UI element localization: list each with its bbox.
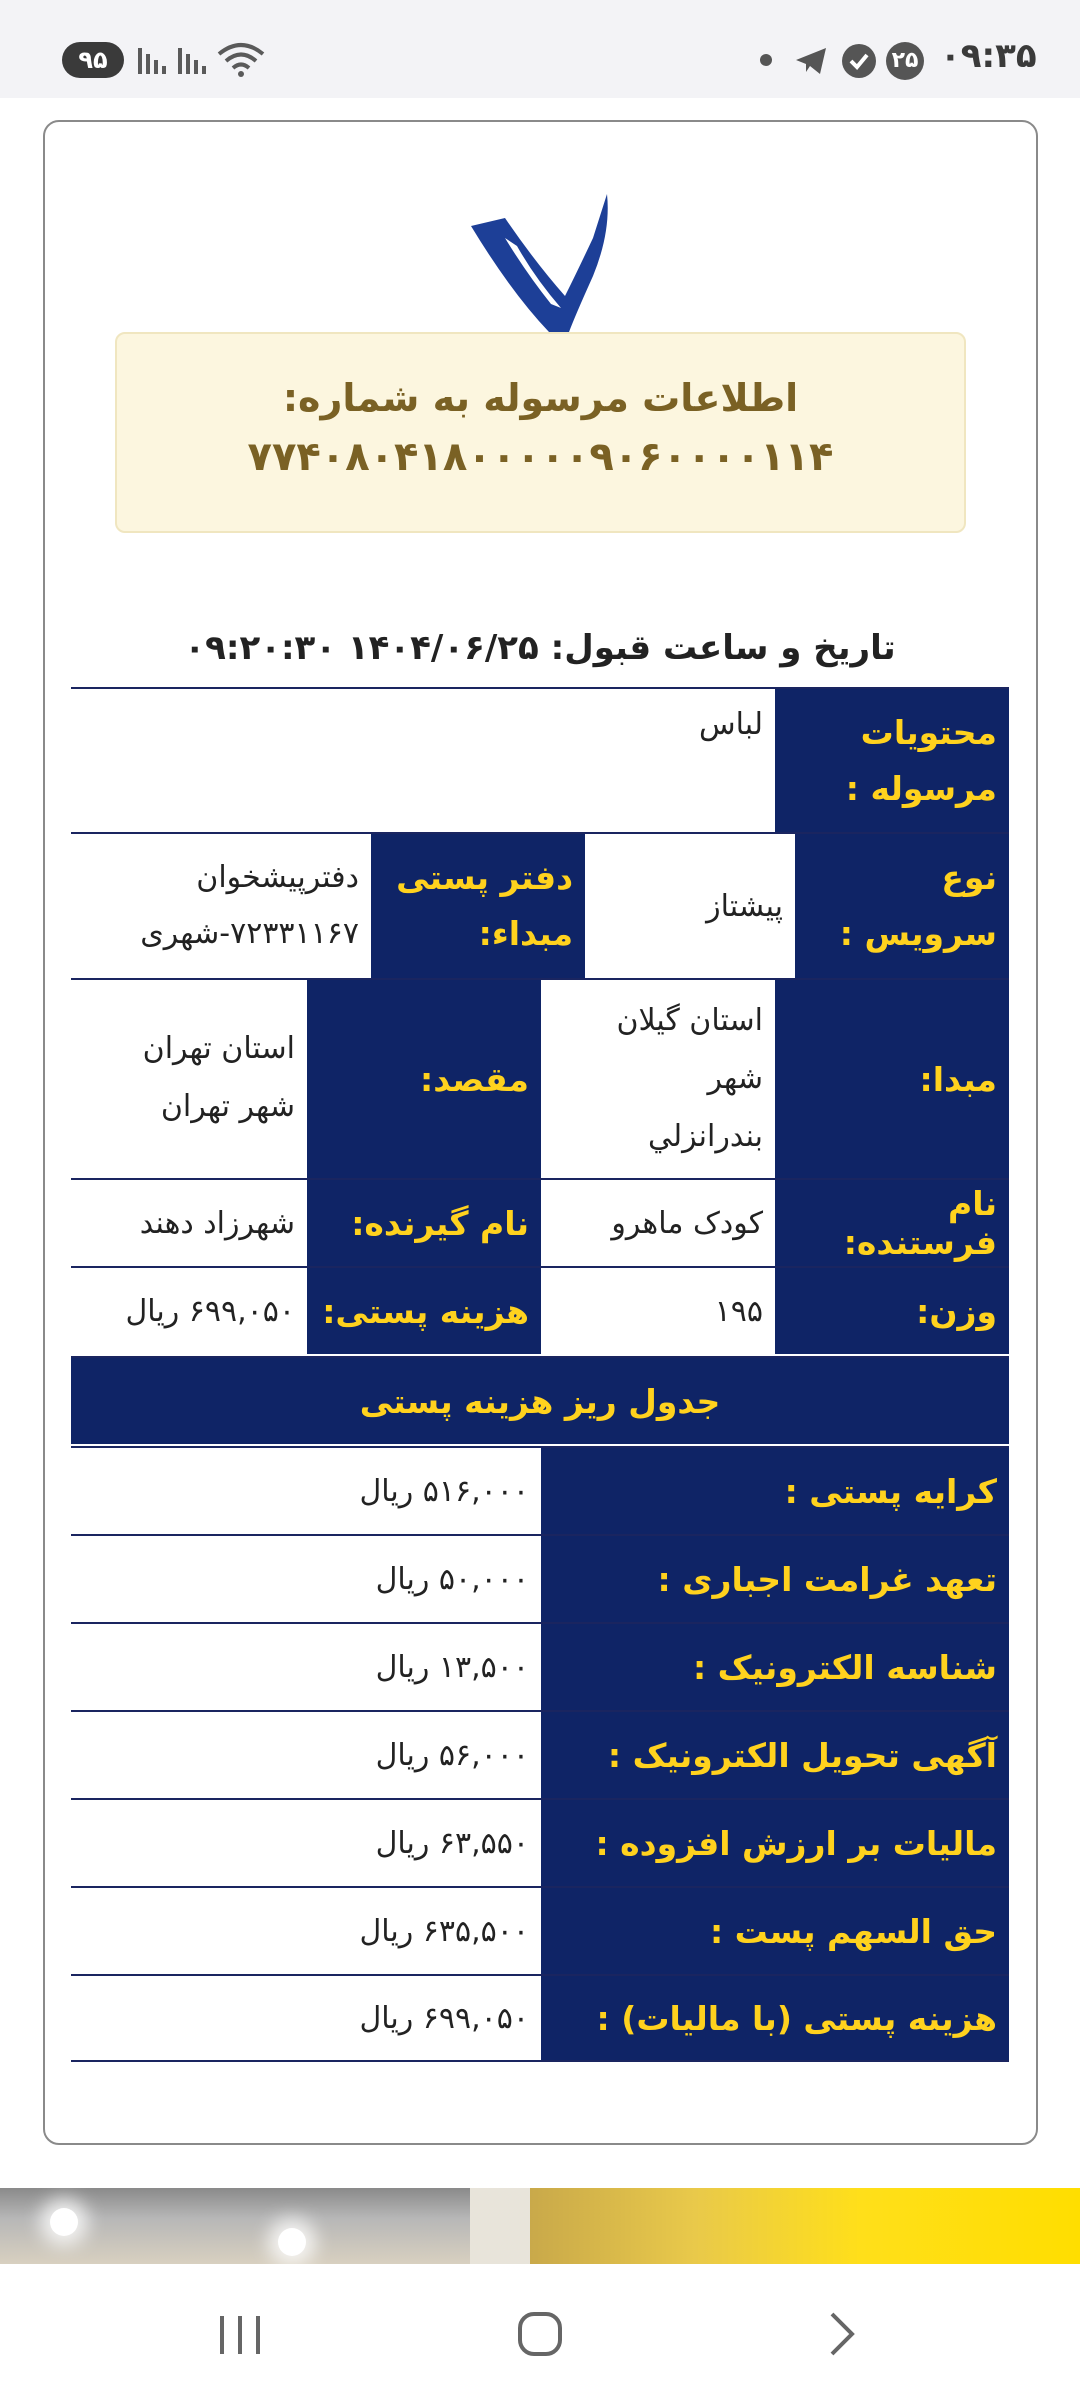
table-row [71, 1886, 1009, 1974]
cost-value: ۶۳۵,۵۰۰ ریال [71, 1888, 541, 1974]
accept-datetime: تاریخ و ساعت قبول: ۱۴۰۴/۰۶/۲۵ ۰۹:۲۰:۳۰ [184, 628, 896, 668]
service-value: پیشتاز [585, 834, 795, 978]
signal-icon [138, 44, 166, 74]
origin-value [541, 980, 775, 1178]
sender-label: نام فرستنده: [775, 1180, 1009, 1266]
sender-value: کودک ماهرو [541, 1180, 775, 1266]
wifi-icon [216, 40, 266, 80]
notification-count-badge: ۲۵ [886, 42, 924, 80]
ceiling-light [278, 2228, 306, 2256]
notification-dot-icon [760, 54, 772, 66]
origin-city: بندرانزلي [647, 1119, 763, 1154]
home-icon[interactable] [500, 2294, 580, 2374]
cost-label: مالیات بر ارزش افزوده : [541, 1800, 1009, 1886]
postal-cost-label: هزینه پستی: [307, 1268, 541, 1354]
receiver-label: نام گیرنده: [307, 1180, 541, 1266]
telegram-icon [792, 42, 830, 80]
cost-label: تعهد غرامت اجباری : [541, 1536, 1009, 1622]
cost-value: ۵۶,۰۰۰ ریال [71, 1712, 541, 1798]
origin-office-label: دفتر پستی مبداء: [371, 834, 585, 978]
table-row [71, 1534, 1009, 1622]
back-icon[interactable] [800, 2294, 880, 2374]
table-row [71, 832, 1009, 978]
table-row [71, 1974, 1009, 2062]
shipment-info-box [115, 332, 966, 533]
cost-value: ۵۰,۰۰۰ ریال [71, 1536, 541, 1622]
cost-label: آگهی تحویل الکترونیک : [541, 1712, 1009, 1798]
cost-value: ۵۱۶,۰۰۰ ریال [71, 1448, 541, 1534]
origin-office-value: دفترپیشخوان ۷۲۳۳۱۱۶۷-شهری [71, 834, 371, 978]
cost-label: شناسه الکترونیک : [541, 1624, 1009, 1710]
cost-label: کرایه پستی : [541, 1448, 1009, 1534]
table-row [71, 687, 1009, 832]
signal-icon-2 [178, 44, 206, 74]
weight-value: ۱۹۵ [541, 1268, 775, 1354]
clock: ۰۹:۳۵ [940, 36, 1037, 76]
destination-value [71, 980, 307, 1178]
receiver-value: شهرزاد دهند [71, 1180, 307, 1266]
promo-banner-image[interactable] [0, 2188, 1080, 2264]
table-row [71, 1622, 1009, 1710]
table-row [71, 1178, 1009, 1266]
cost-label: هزینه پستی (با مالیات) : [541, 1976, 1009, 2060]
destination-city: شهر تهران [160, 1089, 295, 1124]
table-row [71, 1710, 1009, 1798]
battery-indicator: ۹۵ [62, 42, 124, 78]
cost-value: ۶۹۹,۰۵۰ ریال [71, 1976, 541, 2060]
cost-table-header: جدول ریز هزینه پستی [71, 1356, 1009, 1444]
tracking-number: ۷۷۴۰۸۰۴۱۸۰۰۰۰۰۹۰۶۰۰۰۰۱۱۴ [247, 434, 834, 480]
cost-label: حق السهم پست : [541, 1888, 1009, 1974]
table-row [71, 1446, 1009, 1534]
service-label: نوع سرویس : [795, 834, 1009, 978]
status-bar [0, 0, 1080, 98]
contents-value: لباس [71, 689, 775, 832]
postal-cost-value: ۶۹۹,۰۵۰ ریال [71, 1268, 307, 1354]
destination-label: مقصد: [307, 980, 541, 1178]
banner-yellow [530, 2188, 1080, 2264]
cost-value: ۶۳,۵۵۰ ریال [71, 1800, 541, 1886]
table-row [71, 1266, 1009, 1354]
ceiling-light [50, 2208, 78, 2236]
table-row [71, 978, 1009, 1178]
banner-divider [470, 2188, 530, 2264]
destination-province: استان تهران [142, 1031, 295, 1066]
shipment-title: اطلاعات مرسوله به شماره: [282, 376, 799, 420]
recent-apps-icon[interactable] [200, 2294, 280, 2374]
system-navigation-bar [0, 2264, 1080, 2400]
shield-check-icon [840, 42, 878, 80]
post-logo-icon [465, 192, 615, 334]
table-row [71, 1798, 1009, 1886]
origin-label: مبدا: [775, 980, 1009, 1178]
cost-value: ۱۳,۵۰۰ ریال [71, 1624, 541, 1710]
weight-label: وزن: [775, 1268, 1009, 1354]
contents-label: محتویات مرسوله : [775, 689, 1009, 832]
origin-city-prefix: شهر [707, 1061, 763, 1096]
origin-province: استان گیلان [616, 1003, 763, 1038]
